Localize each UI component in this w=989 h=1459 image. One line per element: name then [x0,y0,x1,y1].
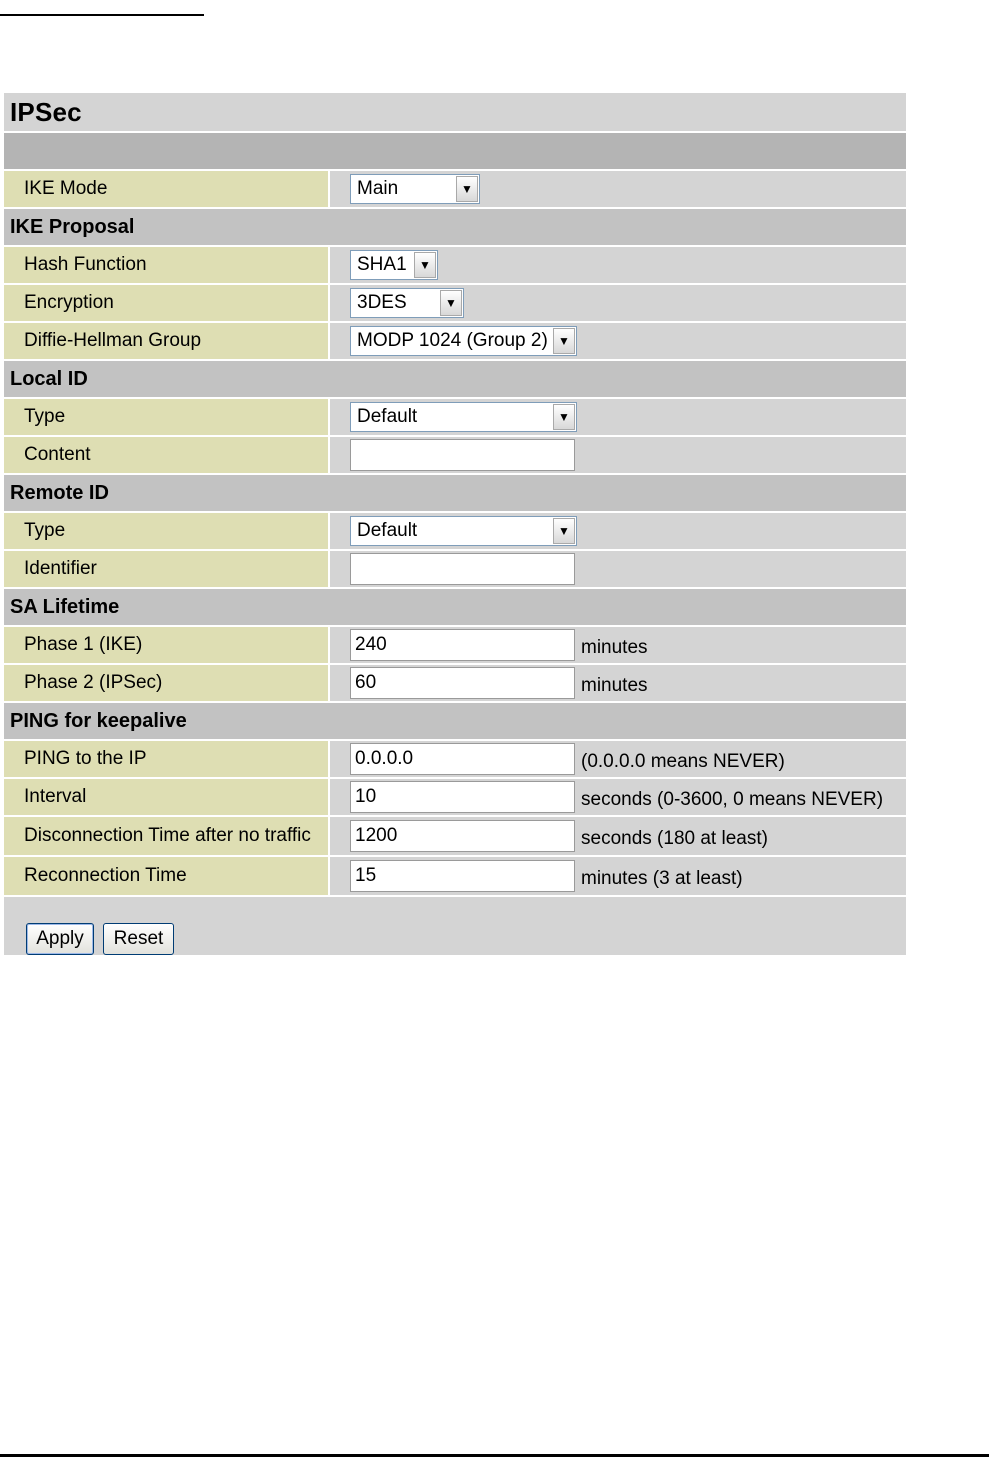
ping-keepalive-heading-text: PING for keepalive [10,710,187,732]
local-id-heading [4,361,906,399]
chevron-down-icon[interactable]: ▼ [553,404,575,430]
dh-group-select[interactable] [350,326,577,356]
remote-id-type-select[interactable] [350,516,577,546]
phase2-row [4,665,906,703]
phase1-label: Phase 1 (IKE) [4,627,330,663]
chevron-down-icon[interactable]: ▼ [414,252,436,278]
remote-id-identifier-label: Identifier [4,551,330,587]
remote-id-type-row [4,513,906,551]
ipsec-panel [4,93,906,955]
local-id-content-row [4,437,906,475]
ping-keepalive-heading [4,703,906,741]
disconnection-label: Disconnection Time after no traffic [4,817,330,855]
chevron-down-icon[interactable]: ▼ [440,290,462,316]
hash-function-row [4,247,906,285]
encryption-select[interactable] [350,288,464,318]
encryption-label: Encryption [4,285,330,321]
remote-id-identifier-input[interactable] [350,553,575,585]
page-title-bar [4,93,906,133]
local-id-type-row [4,399,906,437]
hash-function-value: SHA1 [357,254,407,275]
sa-lifetime-heading-text: SA Lifetime [10,596,120,618]
local-id-type-select[interactable] [350,402,577,432]
sa-lifetime-heading [4,589,906,627]
dh-group-value: MODP 1024 (Group 2) [357,330,548,351]
ike-proposal-heading-text: IKE Proposal [10,216,135,238]
chevron-down-icon[interactable]: ▼ [553,328,575,354]
hash-function-select[interactable] [350,250,438,280]
ping-ip-label: PING to the IP [4,741,330,777]
local-id-content-input[interactable] [350,439,575,471]
phase1-unit: minutes [581,637,648,658]
blank-header-row [4,133,906,171]
apply-button[interactable]: Apply [26,923,94,955]
local-id-type-label: Type [4,399,330,435]
local-id-type-value: Default [357,406,418,427]
ike-mode-label: IKE Mode [4,171,330,207]
phase1-input[interactable]: 240 [350,629,575,661]
remote-id-identifier-row [4,551,906,589]
interval-label: Interval [4,779,330,815]
disconnection-note: seconds (180 at least) [581,828,768,849]
header-rule [0,14,204,16]
local-id-content-label: Content [4,437,330,473]
ping-ip-note: (0.0.0.0 means NEVER) [581,751,785,772]
ike-mode-value: Main [357,178,399,199]
chevron-down-icon[interactable]: ▼ [553,518,575,544]
interval-input[interactable]: 10 [350,781,575,813]
interval-row [4,779,906,817]
ping-ip-row [4,741,906,779]
chevron-down-icon[interactable]: ▼ [456,176,478,202]
phase2-label: Phase 2 (IPSec) [4,665,330,701]
footer-rule [0,1454,989,1457]
reconnection-label: Reconnection Time [4,857,330,895]
local-id-heading-text: Local ID [10,368,88,390]
remote-id-heading-text: Remote ID [10,482,109,504]
phase2-input[interactable]: 60 [350,667,575,699]
reconnection-input[interactable]: 15 [350,860,575,892]
reconnection-note: minutes (3 at least) [581,868,743,889]
remote-id-type-label: Type [4,513,330,549]
encryption-row [4,285,906,323]
phase2-unit: minutes [581,675,648,696]
ike-mode-select[interactable] [350,174,480,204]
dh-group-label: Diffie-Hellman Group [4,323,330,359]
remote-id-heading [4,475,906,513]
ike-mode-row [4,171,906,209]
page-title: IPSec [10,97,82,127]
disconnection-row [4,817,906,857]
interval-note: seconds (0-3600, 0 means NEVER) [581,789,884,810]
ike-proposal-heading [4,209,906,247]
ping-ip-input[interactable]: 0.0.0.0 [350,743,575,775]
remote-id-type-value: Default [357,520,418,541]
disconnection-input[interactable]: 1200 [350,820,575,852]
reconnection-row [4,857,906,897]
hash-function-label: Hash Function [4,247,330,283]
phase1-row [4,627,906,665]
dh-group-row [4,323,906,361]
encryption-value: 3DES [357,292,407,313]
button-bar [4,897,906,955]
reset-button[interactable]: Reset [103,923,174,955]
